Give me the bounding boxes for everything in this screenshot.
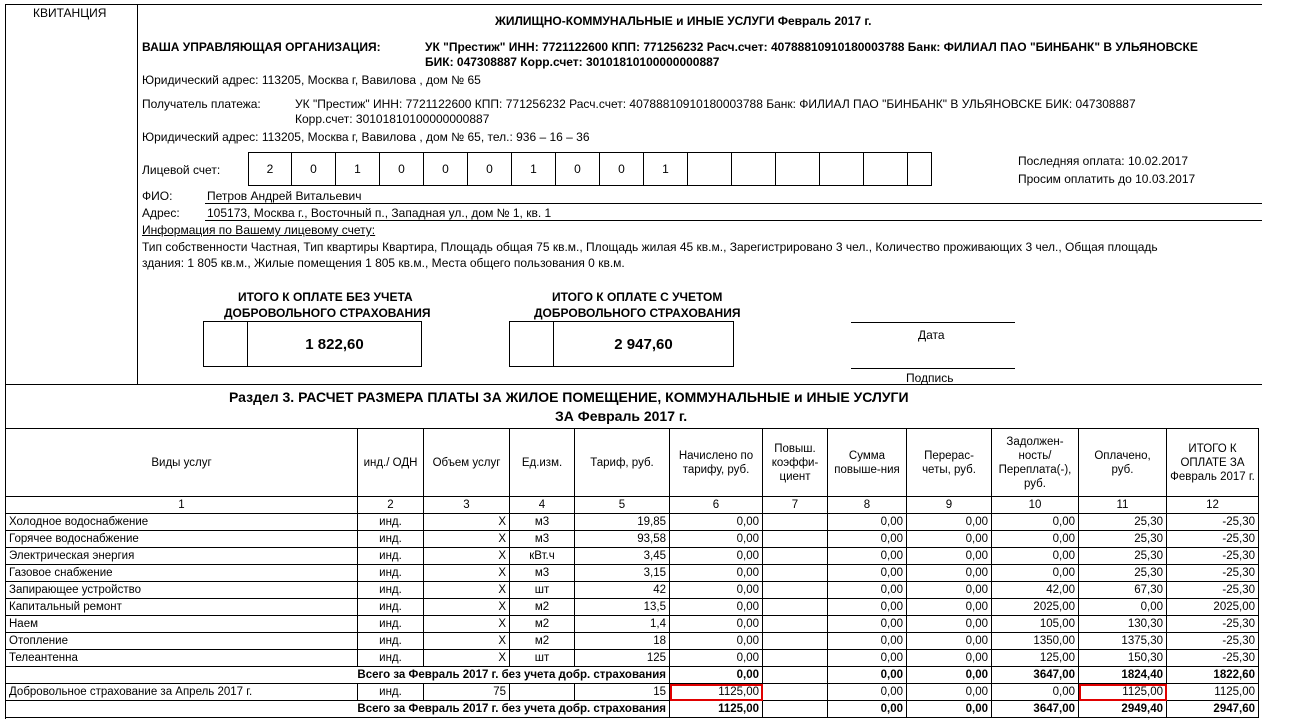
table-cell: инд.	[358, 633, 424, 650]
table-cell: 0,00	[907, 616, 992, 633]
table-cell: 0,00	[992, 548, 1079, 565]
insurance-cell: 75	[424, 684, 510, 701]
table-cell: 0,00	[670, 548, 763, 565]
total-cell: 2947,60	[1167, 701, 1259, 718]
total-without-label-1: ИТОГО К ОПЛАТЕ БЕЗ УЧЕТА	[238, 290, 413, 304]
table-cell: м2	[510, 633, 575, 650]
table-cell: 0,00	[828, 650, 907, 667]
table-cell: инд.	[358, 531, 424, 548]
table-cell: X	[424, 514, 510, 531]
table-cell: 0,00	[670, 650, 763, 667]
table-cell: X	[424, 565, 510, 582]
info-title: Информация по Вашему лицевому счету:	[142, 223, 376, 237]
recipient-line1: УК "Престиж" ИНН: 7721122600 КПП: 771256232 Расч.счет: 40788810910180003788 Банк: ФИЛИАЛ ПАО "БИНБАНК" В УЛЬЯНОВСКЕ БИК: 047308887	[295, 97, 1136, 111]
column-number: 8	[828, 497, 907, 514]
calculation-table	[5, 428, 1259, 718]
total-without-value: 1 822,60	[247, 321, 422, 367]
column-header: Объем услуг	[424, 429, 510, 497]
table-cell: инд.	[358, 599, 424, 616]
table-cell: 0,00	[992, 531, 1079, 548]
insurance-cell: инд.	[358, 684, 424, 701]
account-digit: 0	[292, 152, 336, 186]
table-cell: 1350,00	[992, 633, 1079, 650]
table-cell	[763, 531, 828, 548]
table-cell: 0,00	[670, 565, 763, 582]
date-label: Дата	[918, 328, 945, 342]
table-cell: 3,15	[575, 565, 670, 582]
table-row	[6, 548, 1259, 565]
table-cell: 0,00	[992, 514, 1079, 531]
table-cell: шт	[510, 650, 575, 667]
account-digit: 1	[644, 152, 688, 186]
column-header: Сумма повыше-ния	[828, 429, 907, 497]
account-digit: 1	[336, 152, 380, 186]
table-cell: 0,00	[828, 565, 907, 582]
table-cell: 130,30	[1079, 616, 1167, 633]
table-cell: 25,30	[1079, 565, 1167, 582]
recipient-label: Получатель платежа:	[142, 97, 261, 111]
column-header: Тариф, руб.	[575, 429, 670, 497]
insurance-cell: 15	[575, 684, 670, 701]
subtotal-cell: 0,00	[907, 667, 992, 684]
column-number: 5	[575, 497, 670, 514]
column-number: 6	[670, 497, 763, 514]
table-cell	[763, 616, 828, 633]
table-cell: Газовое снабжение	[6, 565, 358, 582]
header-title: ЖИЛИЩНО-КОММУНАЛЬНЫЕ и ИНЫЕ УСЛУГИ Февраль 2017 г.	[495, 14, 872, 28]
table-row	[6, 633, 1259, 650]
table-row	[6, 514, 1259, 531]
account-digit: 2	[248, 152, 292, 186]
table-cell: Горячее водоснабжение	[6, 531, 358, 548]
table-cell: -25,30	[1167, 548, 1259, 565]
table-cell: X	[424, 650, 510, 667]
insurance-cell	[510, 684, 575, 701]
total-without-mark-box	[203, 321, 248, 367]
table-cell: 125	[575, 650, 670, 667]
table-cell: Наем	[6, 616, 358, 633]
table-cell: 0,00	[828, 531, 907, 548]
insurance-cell: 0,00	[992, 684, 1079, 701]
table-cell	[763, 582, 828, 599]
table-cell: -25,30	[1167, 565, 1259, 582]
total-cell	[763, 701, 828, 718]
subtotal-cell	[763, 667, 828, 684]
account-digit: 0	[468, 152, 512, 186]
org-line1: УК "Престиж" ИНН: 7721122600 КПП: 771256232 Расч.счет: 40788810910180003788 Банк: ФИЛИАЛ ПАО "БИНБАНК" В УЛЬЯНОВСКЕ	[425, 40, 1198, 54]
column-number: 7	[763, 497, 828, 514]
table-cell: инд.	[358, 650, 424, 667]
table-cell: 0,00	[670, 514, 763, 531]
section-divider	[5, 384, 1262, 385]
table-cell: м3	[510, 565, 575, 582]
insurance-cell	[763, 684, 828, 701]
table-cell: 105,00	[992, 616, 1079, 633]
table-cell: 0,00	[907, 531, 992, 548]
insurance-charged-highlight: 1125,00	[670, 684, 763, 701]
table-cell	[763, 514, 828, 531]
recipient-line2: Корр.счет: 30101810100000000887	[295, 112, 490, 126]
table-cell: Электрическая энергия	[6, 548, 358, 565]
fio-value: Петров Андрей Витальевич	[207, 189, 362, 203]
frame-top-line	[5, 4, 1262, 5]
table-cell: инд.	[358, 565, 424, 582]
table-cell: X	[424, 531, 510, 548]
table-cell: 93,58	[575, 531, 670, 548]
column-header: Ед.изм.	[510, 429, 575, 497]
table-cell: м2	[510, 599, 575, 616]
table-cell: 0,00	[828, 616, 907, 633]
table-cell: 0,00	[670, 616, 763, 633]
column-number: 12	[1167, 497, 1259, 514]
address-value: 105173, Москва г., Восточный п., Западная ул., дом № 1, кв. 1	[207, 206, 552, 220]
column-header: ИТОГО К ОПЛАТЕ ЗА Февраль 2017 г.	[1167, 429, 1259, 497]
column-header: Повыш. коэффи-циент	[763, 429, 828, 497]
table-cell: инд.	[358, 582, 424, 599]
table-cell: 3,45	[575, 548, 670, 565]
table-cell: 0,00	[907, 582, 992, 599]
table-row	[6, 650, 1259, 667]
table-cell	[763, 633, 828, 650]
table-cell	[763, 650, 828, 667]
table-row	[6, 565, 1259, 582]
section-title-1: Раздел 3. РАСЧЕТ РАЗМЕРА ПЛАТЫ ЗА ЖИЛОЕ ПОМЕЩЕНИЕ, КОММУНАЛЬНЫЕ и ИНЫЕ УСЛУГИ	[229, 389, 909, 405]
due-date: Просим оплатить до 10.03.2017	[1018, 172, 1196, 186]
table-cell: Телеантенна	[6, 650, 358, 667]
table-row	[6, 616, 1259, 633]
table-row	[6, 582, 1259, 599]
table-cell: м3	[510, 514, 575, 531]
fio-underline	[205, 203, 1262, 204]
table-cell: 0,00	[907, 548, 992, 565]
table-cell: 42	[575, 582, 670, 599]
insurance-paid-highlight: 1125,00	[1079, 684, 1167, 701]
table-cell: 25,30	[1079, 531, 1167, 548]
table-cell: 0,00	[907, 514, 992, 531]
date-line-top	[851, 322, 1015, 323]
subtotal-cell: 3647,00	[992, 667, 1079, 684]
table-header-row	[6, 429, 1259, 497]
column-number: 11	[1079, 497, 1167, 514]
table-cell: инд.	[358, 616, 424, 633]
table-cell: 0,00	[828, 582, 907, 599]
column-header: Оплачено, руб.	[1079, 429, 1167, 497]
column-number: 10	[992, 497, 1079, 514]
address-underline	[205, 220, 1262, 221]
account-digit: 0	[380, 152, 424, 186]
subtotal-row	[6, 667, 1259, 684]
column-number: 9	[907, 497, 992, 514]
account-digit	[732, 152, 776, 186]
table-cell: 42,00	[992, 582, 1079, 599]
table-row	[6, 531, 1259, 548]
column-number: 3	[424, 497, 510, 514]
table-cell: 0,00	[1079, 599, 1167, 616]
table-cell: X	[424, 633, 510, 650]
signature-line	[851, 368, 1015, 369]
kvit-divider	[137, 4, 138, 384]
table-cell: 0,00	[670, 531, 763, 548]
account-digit	[776, 152, 820, 186]
table-cell: инд.	[358, 548, 424, 565]
table-cell: 0,00	[670, 633, 763, 650]
table-cell: 67,30	[1079, 582, 1167, 599]
table-cell: 150,30	[1079, 650, 1167, 667]
section-title-2: ЗА Февраль 2017 г.	[555, 408, 688, 424]
last-payment: Последняя оплата: 10.02.2017	[1018, 154, 1189, 168]
subtotal-cell: 1824,40	[1079, 667, 1167, 684]
total-label: Всего за Февраль 2017 г. без учета добр. страхования	[6, 701, 670, 718]
table-cell: X	[424, 548, 510, 565]
table-cell: X	[424, 616, 510, 633]
table-cell: X	[424, 599, 510, 616]
table-cell: 1375,30	[1079, 633, 1167, 650]
table-cell: 19,85	[575, 514, 670, 531]
recipient-address: Юридический адрес: 113205, Москва г, Вавилова , дом № 65, тел.: 936 – 16 – 36	[142, 130, 590, 144]
table-cell: 18	[575, 633, 670, 650]
table-cell: 0,00	[828, 548, 907, 565]
subtotal-cell: 1822,60	[1167, 667, 1259, 684]
table-cell	[763, 599, 828, 616]
column-number: 1	[6, 497, 358, 514]
table-cell: 0,00	[992, 565, 1079, 582]
table-cell: кВт.ч	[510, 548, 575, 565]
table-cell: Отопление	[6, 633, 358, 650]
table-cell: -25,30	[1167, 582, 1259, 599]
table-cell: 1,4	[575, 616, 670, 633]
table-cell: 125,00	[992, 650, 1079, 667]
total-cell: 2949,40	[1079, 701, 1167, 718]
table-cell: 2025,00	[1167, 599, 1259, 616]
table-cell: шт	[510, 582, 575, 599]
service-rows	[6, 514, 1259, 667]
org-address: Юридический адрес: 113205, Москва г, Вавилова , дом № 65	[142, 73, 481, 87]
kvit-label: КВИТАНЦИЯ	[33, 6, 107, 20]
insurance-cell: 1125,00	[1167, 684, 1259, 701]
table-cell: м2	[510, 616, 575, 633]
signature-label: Подпись	[906, 371, 954, 385]
column-number: 2	[358, 497, 424, 514]
total-row	[6, 701, 1259, 718]
column-number-row	[6, 497, 1259, 514]
insurance-cell: 0,00	[907, 684, 992, 701]
table-cell: инд.	[358, 514, 424, 531]
column-header: Начислено по тарифу, руб.	[670, 429, 763, 497]
total-cell: 3647,00	[992, 701, 1079, 718]
account-digit: 0	[600, 152, 644, 186]
insurance-cell: 0,00	[828, 684, 907, 701]
table-cell: 0,00	[907, 599, 992, 616]
table-cell: м3	[510, 531, 575, 548]
insurance-cell: Добровольное страхование за Апрель 2017 г.	[6, 684, 358, 701]
table-cell: 0,00	[907, 650, 992, 667]
table-cell: Запирающее устройство	[6, 582, 358, 599]
table-cell: Капитальный ремонт	[6, 599, 358, 616]
subtotal-cell: 0,00	[828, 667, 907, 684]
fio-label: ФИО:	[142, 189, 173, 203]
total-cell: 0,00	[907, 701, 992, 718]
info-line2: здания: 1 805 кв.м., Жилые помещения 1 805 кв.м., Места общего пользования 0 кв.м.	[142, 256, 625, 270]
account-digit	[820, 152, 864, 186]
subtotal-cell: 0,00	[670, 667, 763, 684]
account-digit: 0	[556, 152, 600, 186]
table-cell: -25,30	[1167, 531, 1259, 548]
account-digit	[888, 152, 932, 186]
table-cell: -25,30	[1167, 633, 1259, 650]
total-cell: 1125,00	[670, 701, 763, 718]
insurance-row	[6, 684, 1259, 701]
table-cell: 25,30	[1079, 548, 1167, 565]
table-cell: 0,00	[828, 633, 907, 650]
table-cell: 0,00	[828, 514, 907, 531]
table-cell: -25,30	[1167, 616, 1259, 633]
account-digit: 0	[424, 152, 468, 186]
column-number: 4	[510, 497, 575, 514]
column-header: Перерас-четы, руб.	[907, 429, 992, 497]
table-cell: 0,00	[670, 582, 763, 599]
table-cell: -25,30	[1167, 650, 1259, 667]
total-with-label-2: ДОБРОВОЛЬНОГО СТРАХОВАНИЯ	[534, 306, 741, 320]
info-line1: Тип собственности Частная, Тип квартиры Квартира, Площадь общая 75 кв.м., Площадь жилая 45 кв.м., Зарегистрировано 3 чел., Количество проживающих 3 чел., Общая площадь	[142, 240, 1158, 254]
table-cell	[763, 565, 828, 582]
table-cell: -25,30	[1167, 514, 1259, 531]
table-cell: 0,00	[907, 633, 992, 650]
table-cell: 0,00	[670, 599, 763, 616]
account-digit	[688, 152, 732, 186]
table-cell: Холодное водоснабжение	[6, 514, 358, 531]
address-label: Адрес:	[142, 206, 180, 220]
table-row	[6, 599, 1259, 616]
subtotal-label: Всего за Февраль 2017 г. без учета добр. страхования	[6, 667, 670, 684]
org-label: ВАША УПРАВЛЯЮЩАЯ ОРГАНИЗАЦИЯ:	[142, 40, 381, 54]
table-cell	[763, 548, 828, 565]
total-with-label-1: ИТОГО К ОПЛАТЕ С УЧЕТОМ	[552, 290, 723, 304]
total-cell: 0,00	[828, 701, 907, 718]
total-with-value: 2 947,60	[553, 321, 734, 367]
total-without-label-2: ДОБРОВОЛЬНОГО СТРАХОВАНИЯ	[224, 306, 431, 320]
column-header: Виды услуг	[6, 429, 358, 497]
table-cell: 2025,00	[992, 599, 1079, 616]
column-header: Задолжен-ность/ Переплата(-), руб.	[992, 429, 1079, 497]
total-with-mark-box	[509, 321, 554, 367]
table-cell: 25,30	[1079, 514, 1167, 531]
column-header: инд./ ОДН	[358, 429, 424, 497]
table-cell: 0,00	[828, 599, 907, 616]
table-cell: X	[424, 582, 510, 599]
org-line2: БИК: 047308887 Корр.счет: 30101810100000000887	[425, 55, 720, 69]
table-cell: 0,00	[907, 565, 992, 582]
account-digit: 1	[512, 152, 556, 186]
table-cell: 13,5	[575, 599, 670, 616]
account-label: Лицевой счет:	[142, 163, 221, 177]
